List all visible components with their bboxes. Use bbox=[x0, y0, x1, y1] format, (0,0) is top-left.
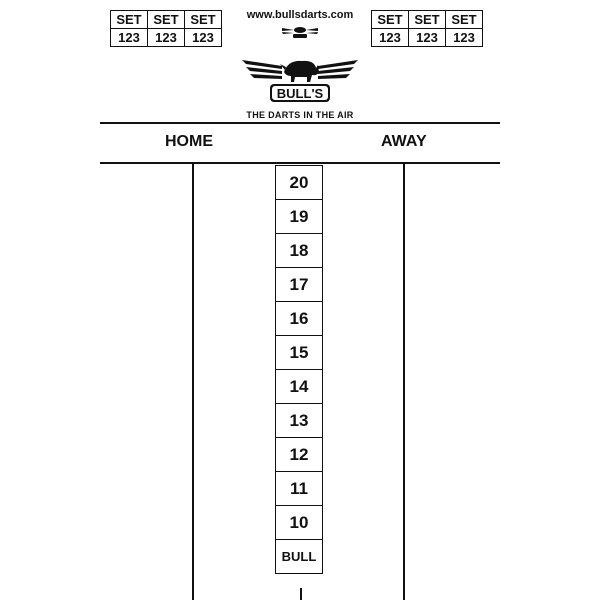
number-cell: 16 bbox=[276, 302, 322, 336]
number-cell: 15 bbox=[276, 336, 322, 370]
header-bottom-line bbox=[100, 162, 500, 164]
number-cell: 19 bbox=[276, 200, 322, 234]
home-column-label: HOME bbox=[165, 133, 213, 150]
set-value-cell: 123 bbox=[372, 29, 409, 47]
bull-mini-logo-icon bbox=[280, 24, 320, 40]
bull-cell: BULL bbox=[276, 540, 322, 574]
number-cell: 12 bbox=[276, 438, 322, 472]
number-cell: 17 bbox=[276, 268, 322, 302]
number-cell: 13 bbox=[276, 404, 322, 438]
set-header-cell: SET bbox=[148, 11, 185, 29]
set-header-cell: SET bbox=[111, 11, 148, 29]
number-cell: 14 bbox=[276, 370, 322, 404]
set-header-row bbox=[372, 11, 483, 29]
set-value-cell: 123 bbox=[148, 29, 185, 47]
tagline: THE DARTS IN THE AIR bbox=[246, 110, 354, 120]
number-cell: 20 bbox=[276, 166, 322, 200]
bulls-logo-icon bbox=[240, 52, 360, 104]
number-cell: 10 bbox=[276, 506, 322, 540]
number-column bbox=[275, 165, 323, 574]
logo-wordmark: BULL'S bbox=[276, 86, 324, 101]
away-set-table bbox=[371, 10, 483, 47]
number-cell: 11 bbox=[276, 472, 322, 506]
set-value-cell: 123 bbox=[185, 29, 222, 47]
header-top-line bbox=[100, 122, 500, 124]
number-cell: 18 bbox=[276, 234, 322, 268]
website-url: www.bullsdarts.com bbox=[246, 9, 354, 21]
set-value-cell: 123 bbox=[111, 29, 148, 47]
set-value-cell: 123 bbox=[446, 29, 483, 47]
set-value-row bbox=[372, 29, 483, 47]
set-header-row bbox=[111, 11, 222, 29]
home-set-table bbox=[110, 10, 222, 47]
set-value-cell: 123 bbox=[409, 29, 446, 47]
set-header-cell: SET bbox=[409, 11, 446, 29]
set-header-cell: SET bbox=[372, 11, 409, 29]
away-column-label: AWAY bbox=[381, 133, 427, 150]
center-tail-line bbox=[300, 588, 302, 600]
set-header-cell: SET bbox=[446, 11, 483, 29]
home-column-divider bbox=[192, 163, 194, 600]
set-value-row bbox=[111, 29, 222, 47]
away-column-divider bbox=[403, 163, 405, 600]
set-header-cell: SET bbox=[185, 11, 222, 29]
